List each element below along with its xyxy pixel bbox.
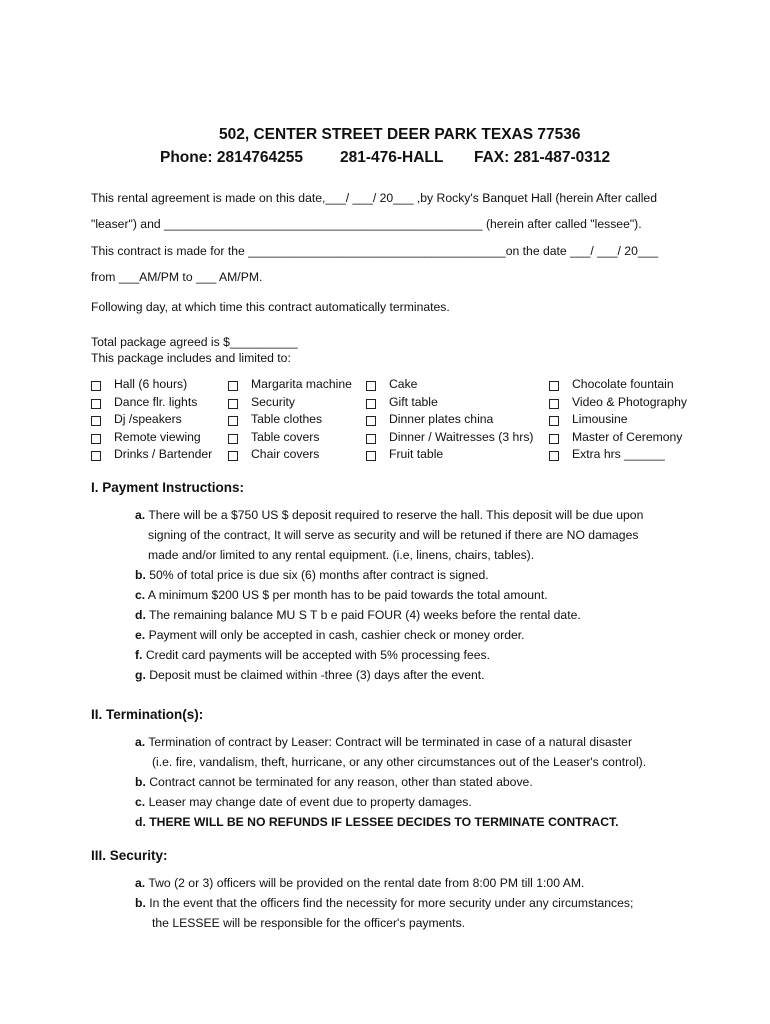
checkbox-icon[interactable] — [91, 416, 101, 426]
payment-item — [135, 668, 485, 682]
package-row — [91, 377, 711, 395]
checkbox-icon[interactable] — [549, 381, 559, 391]
payment-item — [135, 568, 489, 582]
package-includes-line: This package includes and limited to: — [91, 351, 291, 365]
package-item-label: Dj /speakers — [114, 412, 182, 426]
item-letter: a. — [135, 876, 146, 890]
payment-title: I. Payment Instructions: — [91, 480, 245, 495]
termination-title: II. Termination(s): — [91, 707, 204, 722]
item-letter: a. — [135, 735, 146, 749]
checkbox-icon[interactable] — [228, 399, 238, 409]
item-letter: g. — [135, 668, 146, 682]
payment-item — [148, 548, 534, 562]
package-item-label: Cake — [389, 377, 418, 391]
package-item-label: Security — [251, 394, 296, 409]
checkbox-icon[interactable] — [91, 381, 101, 391]
checkbox-icon[interactable] — [549, 451, 559, 461]
package-item-label: Table covers — [251, 429, 320, 444]
checkbox-icon[interactable] — [91, 434, 101, 444]
item-text: THERE WILL BE NO REFUNDS IF LESSEE DECIDES TO TERMINATE CONTRACT. — [149, 815, 619, 829]
header-fax: FAX: 281-487-0312 — [474, 149, 611, 166]
checkbox-icon[interactable] — [366, 399, 376, 409]
package-item-label: Chair covers — [251, 447, 320, 461]
checkbox-icon[interactable] — [549, 399, 559, 409]
package-row — [91, 395, 711, 413]
intro-line-1: This rental agreement is made on this date,___/ ___/ 20___ ,by Rocky's Banquet Hall (herein After called — [91, 191, 657, 205]
intro-line-5: Following day, at which time this contract automatically terminates. — [91, 300, 450, 314]
package-item-label: Table clothes — [251, 412, 323, 426]
package-item-label: Gift table — [389, 394, 438, 409]
package-item-label: Dance flr. lights — [114, 394, 198, 409]
package-item-label: Hall (6 hours) — [114, 377, 188, 391]
item-text: Deposit must be claimed within -three (3) days after the event. — [149, 668, 485, 682]
item-text: (i.e. fire, vandalism, theft, hurricane, or any other circumstances out of the Leaser's control). — [152, 755, 647, 769]
package-item-label: Master of Ceremony — [572, 429, 683, 444]
package-item-label: Margarita machine — [251, 377, 352, 391]
header-hall-phone: 281-476-HALL — [340, 149, 444, 166]
checkbox-icon[interactable] — [366, 434, 376, 444]
item-letter: d. — [135, 815, 146, 829]
item-letter: e. — [135, 628, 146, 642]
checkbox-icon[interactable] — [228, 434, 238, 444]
package-row — [91, 412, 711, 430]
item-text: made and/or limited to any rental equipment. (i.e, linens, chairs, tables). — [148, 548, 535, 562]
item-letter: c. — [135, 588, 146, 602]
item-text: A minimum $200 US $ per month has to be paid towards the total amount. — [147, 588, 548, 602]
termination-item — [135, 775, 533, 789]
intro-line-3: This contract is made for the ______________________________________on the date ___/ ___/ 20___ — [91, 244, 659, 258]
termination-item — [135, 815, 618, 829]
item-text: Payment will only be accepted in cash, cashier check or money order. — [148, 628, 525, 642]
package-item-label: Fruit table — [389, 447, 444, 461]
item-text: 50% of total price is due six (6) months after contract is signed. — [149, 568, 489, 582]
item-text: The remaining balance MU S T b e paid FOUR (4) weeks before the rental date. — [149, 608, 581, 622]
package-item-label: Limousine — [572, 412, 628, 426]
security-item — [152, 916, 465, 930]
checkbox-icon[interactable] — [228, 416, 238, 426]
item-letter: a. — [135, 508, 146, 522]
payment-item — [135, 588, 548, 602]
termination-item — [135, 735, 632, 749]
total-package-line: Total package agreed is $__________ — [91, 335, 298, 349]
package-row — [91, 447, 711, 465]
package-item-label: Video & Photography — [572, 394, 687, 409]
payment-item — [135, 608, 581, 622]
item-text: the LESSEE will be responsible for the officer's payments. — [152, 916, 466, 930]
security-item — [135, 896, 633, 910]
termination-item — [152, 755, 646, 769]
item-letter: d. — [135, 608, 146, 622]
item-letter: b. — [135, 775, 146, 789]
security-item — [135, 876, 584, 890]
package-item-label: Chocolate fountain — [572, 377, 674, 391]
item-text: Credit card payments will be accepted with 5% processing fees. — [145, 648, 490, 662]
checkbox-icon[interactable] — [549, 416, 559, 426]
payment-item — [135, 628, 525, 642]
package-item-label: Dinner plates china — [389, 412, 494, 426]
checkbox-icon[interactable] — [549, 434, 559, 444]
termination-item — [135, 795, 472, 809]
checkbox-icon[interactable] — [366, 416, 376, 426]
item-text: In the event that the officers find the necessity for more security under any circumstances; — [149, 896, 634, 910]
checkbox-icon[interactable] — [228, 381, 238, 391]
intro-line-4: from ___AM/PM to ___ AM/PM. — [91, 270, 263, 284]
item-letter: b. — [135, 896, 146, 910]
payment-item — [135, 648, 490, 662]
item-text: Leaser may change date of event due to property damages. — [148, 795, 472, 809]
checkbox-icon[interactable] — [91, 451, 101, 461]
package-item-label: Drinks / Bartender — [114, 447, 213, 461]
header-phone: Phone: 2814764255 — [160, 149, 304, 166]
intro-line-2: "leaser") and _______________________________________________ (herein after called "lessee"). — [91, 217, 642, 231]
package-row — [91, 430, 711, 448]
package-item-label: Dinner / Waitresses (3 hrs) — [389, 429, 534, 444]
item-text: Two (2 or 3) officers will be provided on the rental date from 8:00 PM till 1:00 AM. — [148, 876, 585, 890]
item-letter: c. — [135, 795, 146, 809]
checkbox-icon[interactable] — [228, 451, 238, 461]
checkbox-icon[interactable] — [91, 399, 101, 409]
header-address: 502, CENTER STREET DEER PARK TEXAS 77536 — [219, 126, 581, 143]
item-letter: f. — [135, 648, 143, 662]
item-text: There will be a $750 US $ deposit required to reserve the hall. This deposit will be due upon — [148, 508, 644, 522]
package-item-label: Remote viewing — [114, 429, 201, 444]
checkbox-icon[interactable] — [366, 451, 376, 461]
item-text: Termination of contract by Leaser: Contract will be terminated in case of a natural disaster — [148, 735, 633, 749]
package-checklist — [91, 377, 711, 465]
item-letter: b. — [135, 568, 146, 582]
payment-item — [148, 528, 638, 542]
item-text: Contract cannot be terminated for any reason, other than stated above. — [149, 775, 533, 789]
payment-item — [135, 508, 643, 522]
checkbox-icon[interactable] — [366, 381, 376, 391]
security-title: III. Security: — [91, 848, 168, 863]
package-item-label: Extra hrs ______ — [572, 447, 665, 461]
item-text: signing of the contract, It will serve as security and will be retuned if there are NO damages — [148, 528, 639, 542]
